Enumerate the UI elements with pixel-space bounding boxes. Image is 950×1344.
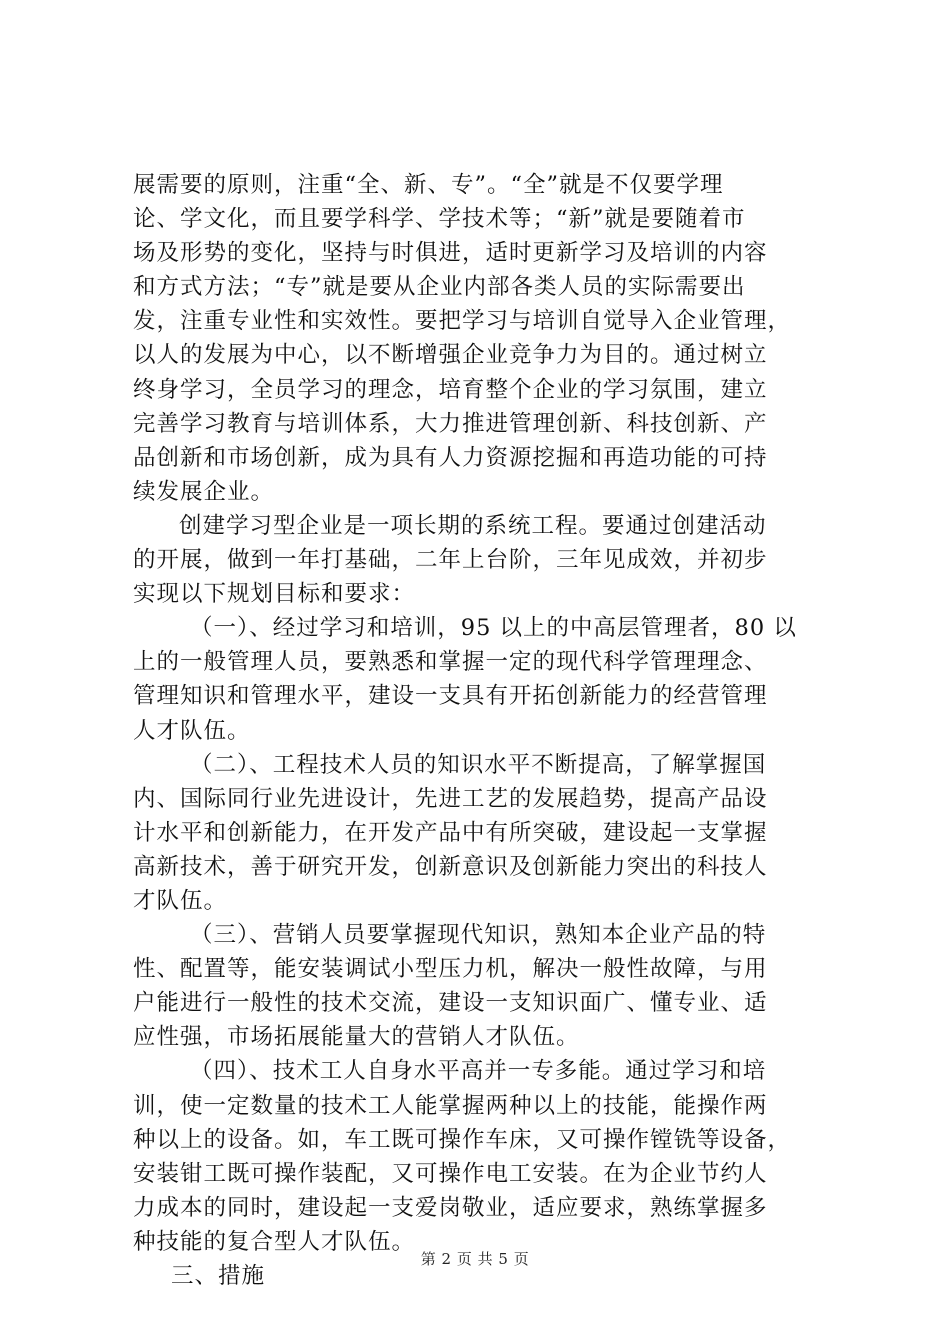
text-line: 安装钳工既可操作装配，又可操作电工安装。在为企业节约人: [133, 1160, 768, 1187]
text-line: 训，使一定数量的技术工人能掌握两种以上的技能，能操作两: [133, 1092, 768, 1119]
text-line: （一）、经过学习和培训，95 以上的中高层管理者，80 以: [190, 615, 797, 642]
text-line: 以人的发展为中心，以不断增强企业竞争力为目的。通过树立: [133, 342, 768, 369]
text-line: 创建学习型企业是一项长期的系统工程。要通过创建活动: [179, 512, 767, 539]
text-line: （四）、技术工人自身水平高并一专多能。通过学习和培: [190, 1058, 767, 1085]
text-line: 人才队伍。: [133, 717, 251, 744]
text-line: 种以上的设备。如，车工既可操作车床，又可操作镗铣等设备，: [133, 1126, 792, 1153]
text-line: 三、措施: [171, 1263, 266, 1289]
text-line: 种技能的复合型人才队伍。: [133, 1228, 416, 1255]
text-line: 的开展，做到一年打基础，二年上台阶，三年见成效，并初步: [133, 547, 768, 574]
text-line: 高新技术，善于研究开发，创新意识及创新能力突出的科技人: [133, 853, 768, 880]
text-line: 续发展企业。: [133, 478, 275, 505]
text-line: 上的一般管理人员，要熟悉和掌握一定的现代科学管理理念、: [133, 649, 768, 676]
text-line: 品创新和市场创新，成为具有人力资源挖掘和再造功能的可持: [133, 444, 768, 471]
text-line: 计水平和创新能力，在开发产品中有所突破，建设起一支掌握: [133, 819, 768, 846]
text-line: （三）、营销人员要掌握现代知识，熟知本企业产品的特: [190, 922, 767, 949]
page-footer: 第 2 页 共 5 页: [420, 1250, 530, 1268]
text-line: 户能进行一般性的技术交流，建设一支知识面广、懂专业、适: [133, 990, 768, 1017]
text-line: 性、配置等，能安装调试小型压力机，解决一般性故障，与用: [133, 956, 768, 983]
text-line: 论、学文化，而且要学科学、学技术等；“新”就是要随着市: [133, 206, 746, 233]
text-line: 应性强，市场拓展能量大的营销人才队伍。: [133, 1024, 580, 1051]
text-line: 力成本的同时，建设起一支爱岗敬业，适应要求，熟练掌握多: [133, 1194, 768, 1221]
text-line: 发，注重专业性和实效性。要把学习与培训自觉导入企业管理，: [133, 308, 792, 335]
document-body: [133, 168, 843, 1293]
text-line: 管理知识和管理水平，建设一支具有开拓创新能力的经营管理: [133, 683, 768, 710]
text-line: 展需要的原则，注重“全、新、专”。“全”就是不仅要学理: [133, 172, 724, 198]
text-line: 场及形势的变化，坚持与时俱进，适时更新学习及培训的内容: [133, 240, 768, 267]
text-line: 内、国际同行业先进设计，先进工艺的发展趋势，提高产品设: [133, 785, 768, 812]
text-line: 终身学习，全员学习的理念，培育整个企业的学习氛围，建立: [133, 376, 768, 403]
text-line: 实现以下规划目标和要求：: [133, 581, 416, 608]
text-line: （二）、工程技术人员的知识水平不断提高，了解掌握国: [190, 751, 767, 778]
text-line: 和方式方法；“专”就是要从企业内部各类人员的实际需要出: [133, 274, 746, 301]
text-line: 才队伍。: [133, 887, 228, 914]
text-line: 完善学习教育与培训体系，大力推进管理创新、科技创新、产: [133, 410, 768, 437]
